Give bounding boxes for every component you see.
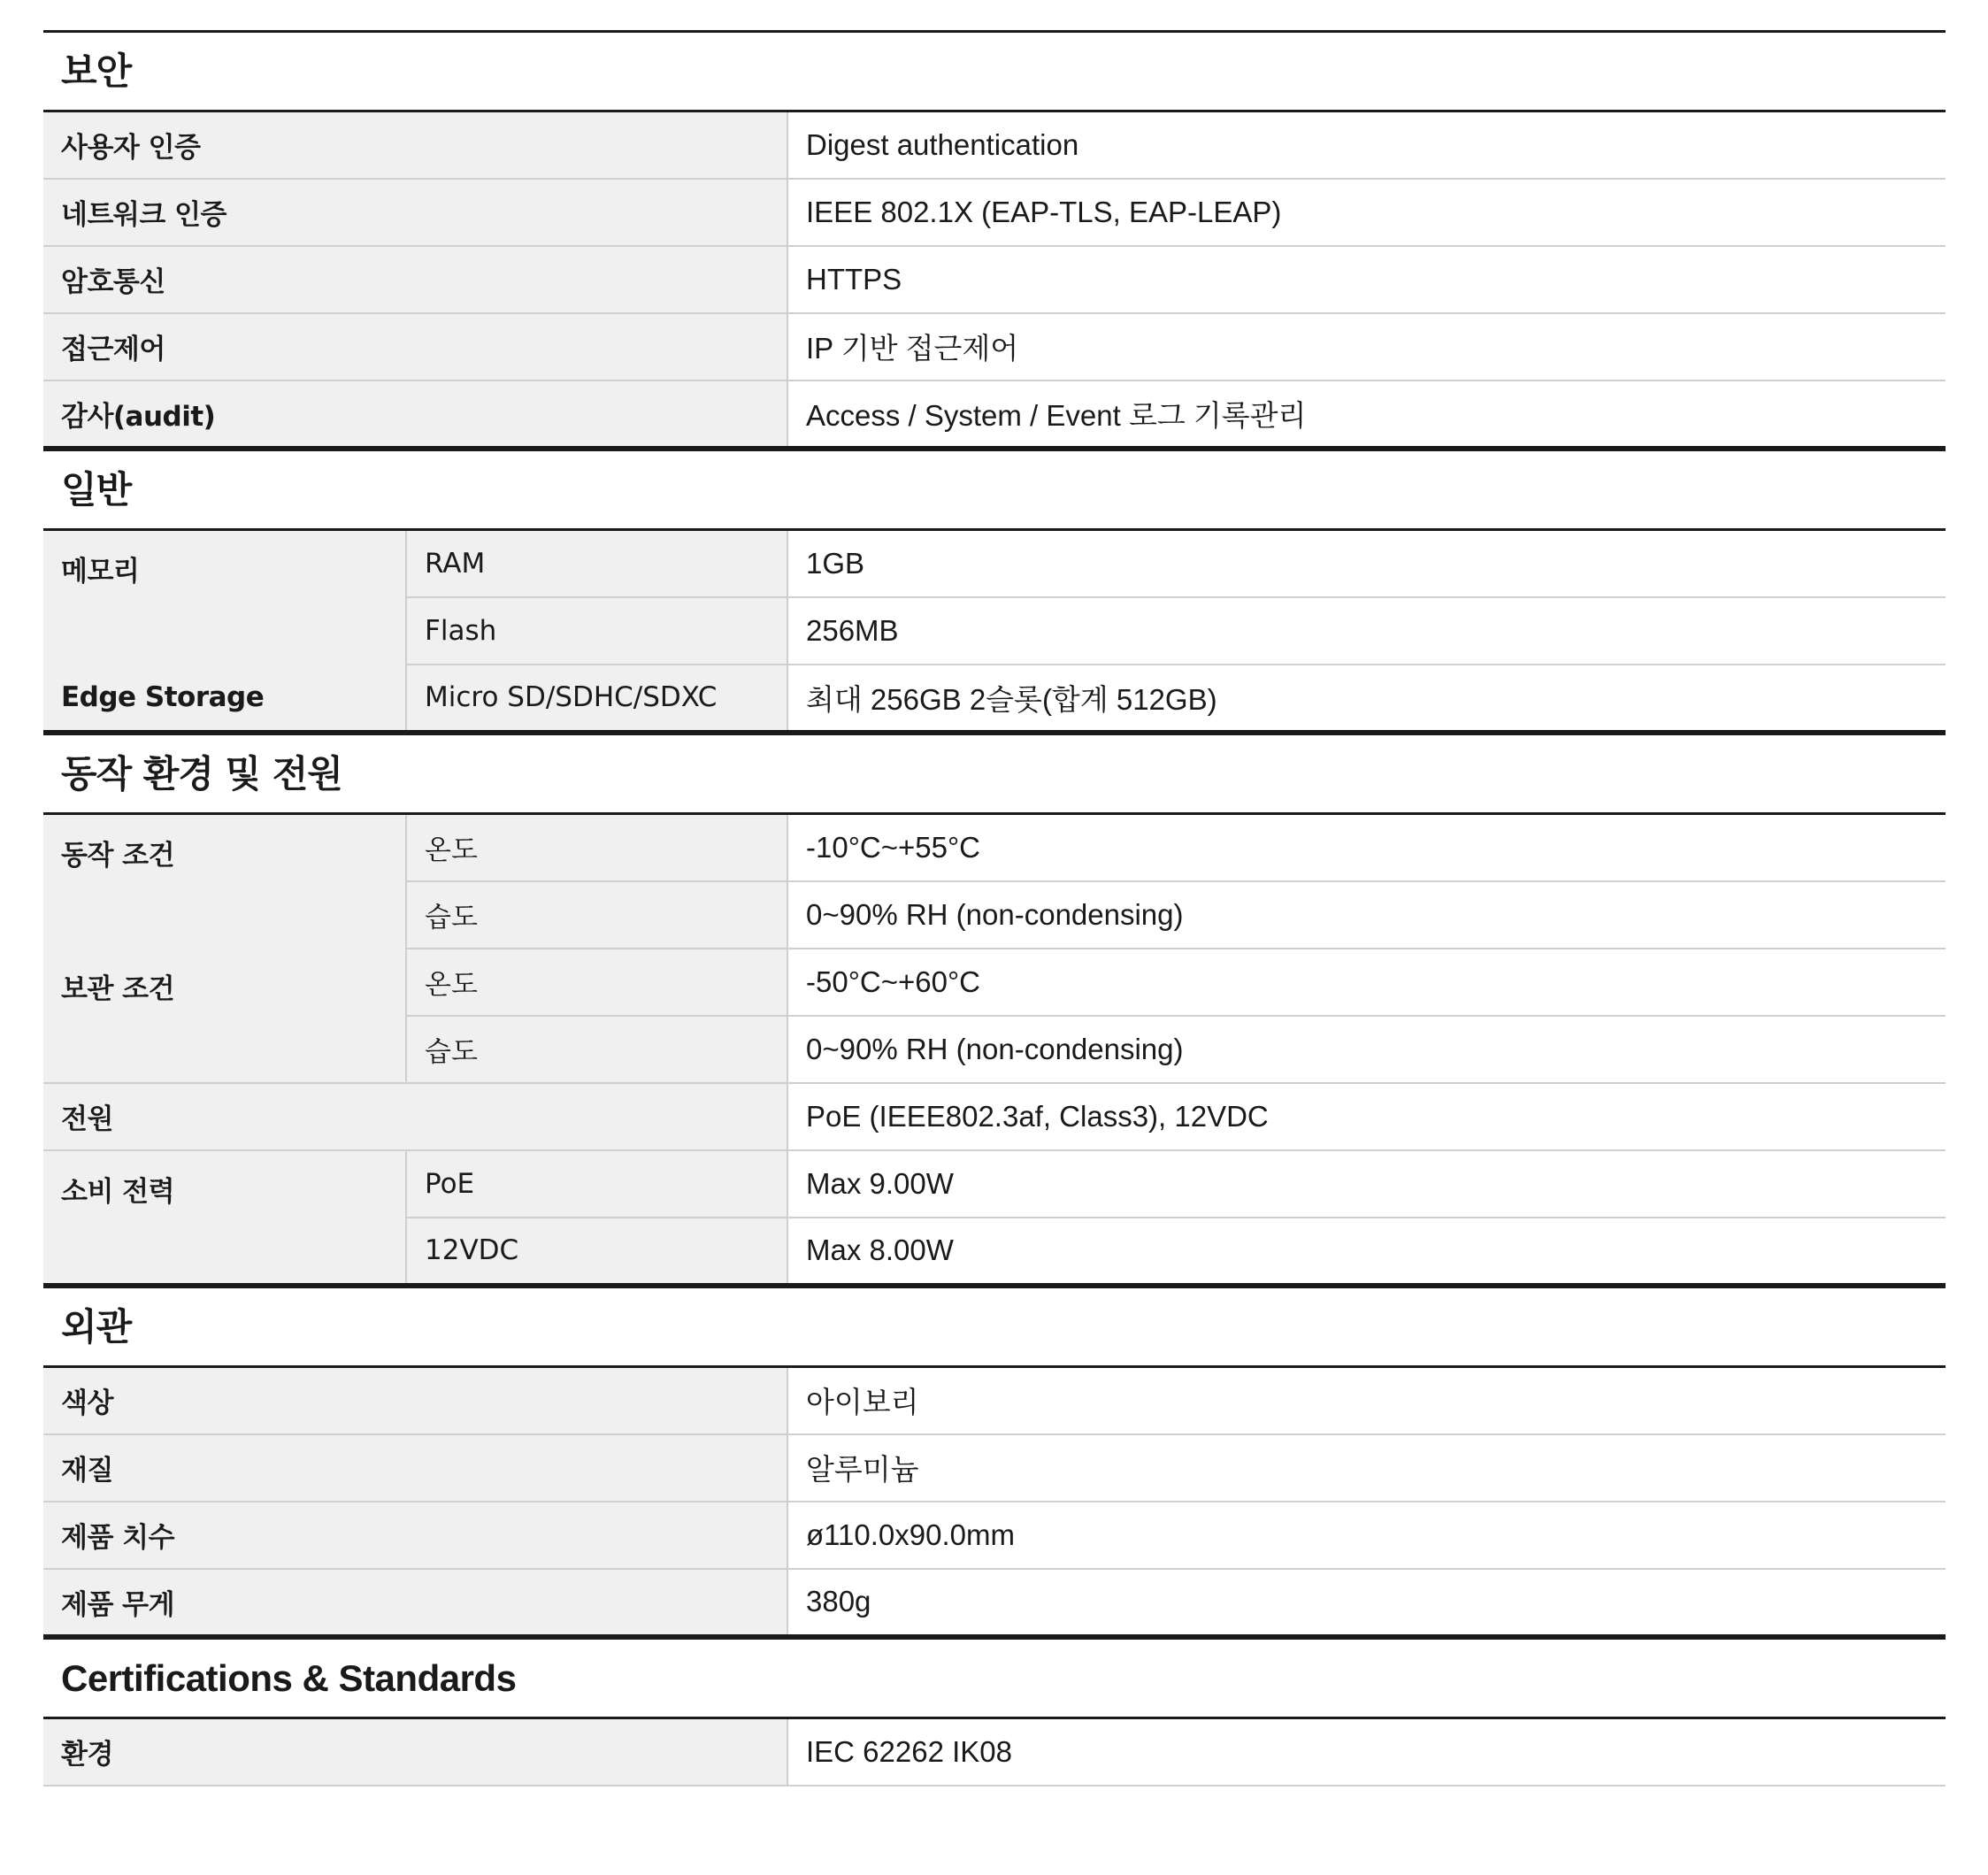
row-label: 색상 xyxy=(43,1367,787,1434)
appearance-table xyxy=(43,1365,1946,1637)
poe-label: PoE xyxy=(406,1150,787,1218)
certifications-table xyxy=(43,1717,1946,1787)
ram-label: RAM xyxy=(406,530,787,597)
row-value: Digest authentication xyxy=(787,111,1946,179)
row-value: 아이보리 xyxy=(787,1367,1946,1434)
row-label: 환경 xyxy=(43,1718,787,1786)
section-title-general: 일반 xyxy=(43,449,1946,528)
table-row xyxy=(43,313,1946,380)
row-value: IP 기반 접근제어 xyxy=(787,313,1946,380)
table-row xyxy=(43,1569,1946,1636)
table-row xyxy=(43,1150,1946,1218)
memory-label: 메모리 xyxy=(43,530,406,665)
table-row xyxy=(43,1083,1946,1150)
row-value: HTTPS xyxy=(787,246,1946,313)
row-value: IEC 62262 IK08 xyxy=(787,1718,1946,1786)
spec-sheet xyxy=(43,30,1946,1787)
table-row xyxy=(43,814,1946,881)
row-label: 접근제어 xyxy=(43,313,787,380)
op-humidity-value: 0~90% RH (non-condensing) xyxy=(787,881,1946,949)
general-table xyxy=(43,528,1946,733)
row-label: 네트워크 인증 xyxy=(43,179,787,246)
row-label: 감사(audit) xyxy=(43,380,787,448)
power-consumption-label: 소비 전력 xyxy=(43,1150,406,1285)
row-value: 380g xyxy=(787,1569,1946,1636)
flash-value: 256MB xyxy=(787,597,1946,665)
power-label: 전원 xyxy=(43,1083,787,1150)
poe-value: Max 9.00W xyxy=(787,1150,1946,1218)
table-row xyxy=(43,179,1946,246)
storage-condition-label: 보관 조건 xyxy=(43,949,406,1083)
table-row xyxy=(43,1434,1946,1502)
table-row xyxy=(43,1718,1946,1786)
op-temp-label: 온도 xyxy=(406,814,787,881)
st-temp-label: 온도 xyxy=(406,949,787,1016)
dc-value: Max 8.00W xyxy=(787,1218,1946,1285)
table-row xyxy=(43,380,1946,448)
st-temp-value: -50°C~+60°C xyxy=(787,949,1946,1016)
op-humidity-label: 습도 xyxy=(406,881,787,949)
row-value: Access / System / Event 로그 기록관리 xyxy=(787,380,1946,448)
table-row xyxy=(43,530,1946,597)
st-humidity-label: 습도 xyxy=(406,1016,787,1083)
section-title-certifications: Certifications & Standards xyxy=(43,1637,1946,1717)
row-label: 제품 치수 xyxy=(43,1502,787,1569)
edge-storage-value: 최대 256GB 2슬롯(합계 512GB) xyxy=(787,665,1946,732)
table-row xyxy=(43,1502,1946,1569)
security-table xyxy=(43,110,1946,449)
operating-condition-label: 동작 조건 xyxy=(43,814,406,949)
table-row xyxy=(43,665,1946,732)
row-label: 암호통신 xyxy=(43,246,787,313)
row-value: 알루미늄 xyxy=(787,1434,1946,1502)
row-label: 제품 무게 xyxy=(43,1569,787,1636)
op-temp-value: -10°C~+55°C xyxy=(787,814,1946,881)
power-value: PoE (IEEE802.3af, Class3), 12VDC xyxy=(787,1083,1946,1150)
row-label: 사용자 인증 xyxy=(43,111,787,179)
row-label: 재질 xyxy=(43,1434,787,1502)
table-row xyxy=(43,246,1946,313)
table-row xyxy=(43,1367,1946,1434)
section-title-environment: 동작 환경 및 전원 xyxy=(43,733,1946,812)
row-value: ø110.0x90.0mm xyxy=(787,1502,1946,1569)
row-value: IEEE 802.1X (EAP-TLS, EAP-LEAP) xyxy=(787,179,1946,246)
ram-value: 1GB xyxy=(787,530,1946,597)
section-title-security: 보안 xyxy=(43,30,1946,110)
st-humidity-value: 0~90% RH (non-condensing) xyxy=(787,1016,1946,1083)
table-row xyxy=(43,111,1946,179)
dc-label: 12VDC xyxy=(406,1218,787,1285)
table-row xyxy=(43,949,1946,1016)
edge-storage-sub: Micro SD/SDHC/SDXC xyxy=(406,665,787,732)
flash-label: Flash xyxy=(406,597,787,665)
environment-table xyxy=(43,812,1946,1286)
edge-storage-label: Edge Storage xyxy=(43,665,406,732)
section-title-appearance: 외관 xyxy=(43,1286,1946,1365)
